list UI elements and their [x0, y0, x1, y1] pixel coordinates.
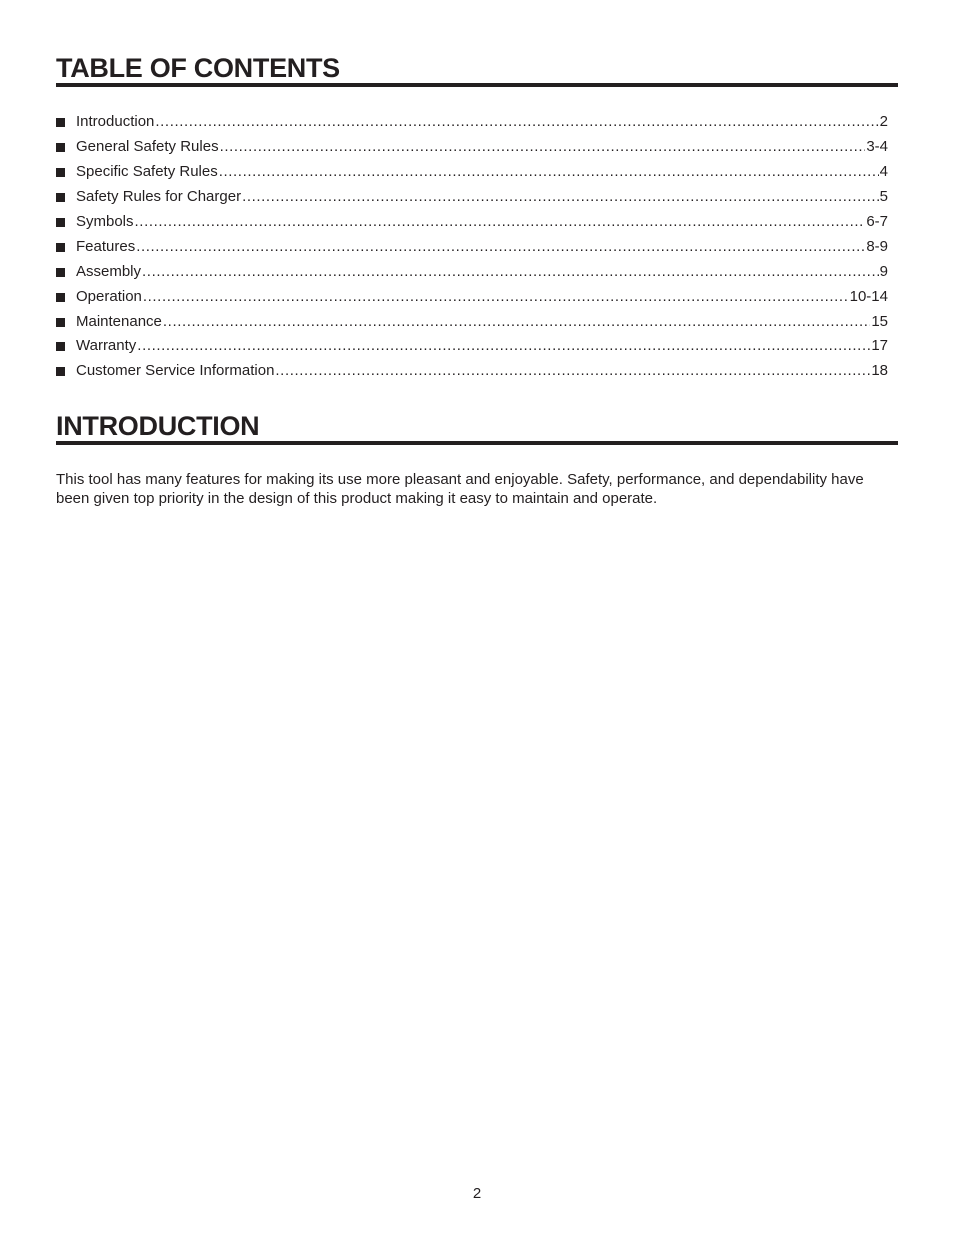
toc-item-label: Maintenance — [76, 312, 162, 330]
dot-leader — [220, 137, 866, 157]
page-number: 2 — [472, 1185, 482, 1202]
toc-item-page: 4 — [879, 163, 888, 181]
toc-item-label: Introduction — [76, 113, 155, 131]
toc-list — [56, 110, 888, 384]
square-bullet-icon — [56, 118, 65, 127]
toc-item-page: 2 — [879, 113, 888, 131]
toc-item-label: Assembly — [76, 262, 142, 280]
toc-heading: TABLE OF CONTENTS — [56, 53, 340, 83]
dot-leader — [137, 336, 870, 356]
toc-item-page: 15 — [871, 312, 888, 330]
toc-item-page: 18 — [871, 362, 888, 380]
toc-item-page: 8-9 — [866, 237, 888, 255]
dot-leader — [136, 237, 865, 257]
dot-leader — [143, 287, 849, 307]
toc-item[interactable] — [56, 110, 888, 135]
square-bullet-icon — [56, 193, 65, 202]
toc-item[interactable] — [56, 259, 888, 284]
toc-item[interactable] — [56, 210, 888, 235]
toc-item-page: 5 — [879, 188, 888, 206]
introduction-body: This tool has many features for making its use more pleasant and enjoyable. Safety, performance, and dependability have been given top priority in the design of this product making it easy to maintain and operate. — [56, 471, 864, 507]
square-bullet-icon — [56, 367, 65, 376]
square-bullet-icon — [56, 243, 65, 252]
toc-item-label: Customer Service Information — [76, 362, 275, 380]
toc-item-label: Operation — [76, 287, 142, 305]
dot-leader — [219, 162, 879, 182]
toc-item-page: 10-14 — [849, 287, 888, 305]
dot-leader — [135, 212, 866, 232]
square-bullet-icon — [56, 268, 65, 277]
dot-leader — [163, 312, 870, 332]
square-bullet-icon — [56, 218, 65, 227]
toc-item-page: 3-4 — [866, 138, 888, 156]
toc-item[interactable] — [56, 160, 888, 185]
toc-item-page: 17 — [871, 337, 888, 355]
toc-item-page: 9 — [879, 262, 888, 280]
dot-leader — [275, 361, 870, 381]
toc-item[interactable] — [56, 309, 888, 334]
toc-item-label: General Safety Rules — [76, 138, 219, 156]
toc-item-label: Specific Safety Rules — [76, 163, 218, 181]
toc-item-label: Safety Rules for Charger — [76, 188, 242, 206]
toc-item-label: Features — [76, 237, 136, 255]
toc-item[interactable] — [56, 234, 888, 259]
square-bullet-icon — [56, 168, 65, 177]
toc-item[interactable] — [56, 334, 888, 359]
dot-leader — [242, 187, 879, 207]
dot-leader — [155, 112, 878, 132]
toc-item-page: 6-7 — [866, 213, 888, 230]
square-bullet-icon — [56, 318, 65, 327]
square-bullet-icon — [56, 143, 65, 152]
square-bullet-icon — [56, 342, 65, 351]
toc-item[interactable] — [56, 284, 888, 309]
dot-leader — [142, 262, 879, 282]
toc-item-label: Symbols — [76, 213, 134, 230]
introduction-heading-rule — [56, 441, 898, 445]
introduction-heading: INTRODUCTION — [56, 411, 260, 441]
toc-heading-rule — [56, 83, 898, 87]
toc-item[interactable] — [56, 135, 888, 160]
toc-item[interactable] — [56, 359, 888, 384]
toc-item[interactable] — [56, 185, 888, 210]
toc-item-label: Warranty — [76, 337, 137, 355]
square-bullet-icon — [56, 293, 65, 302]
